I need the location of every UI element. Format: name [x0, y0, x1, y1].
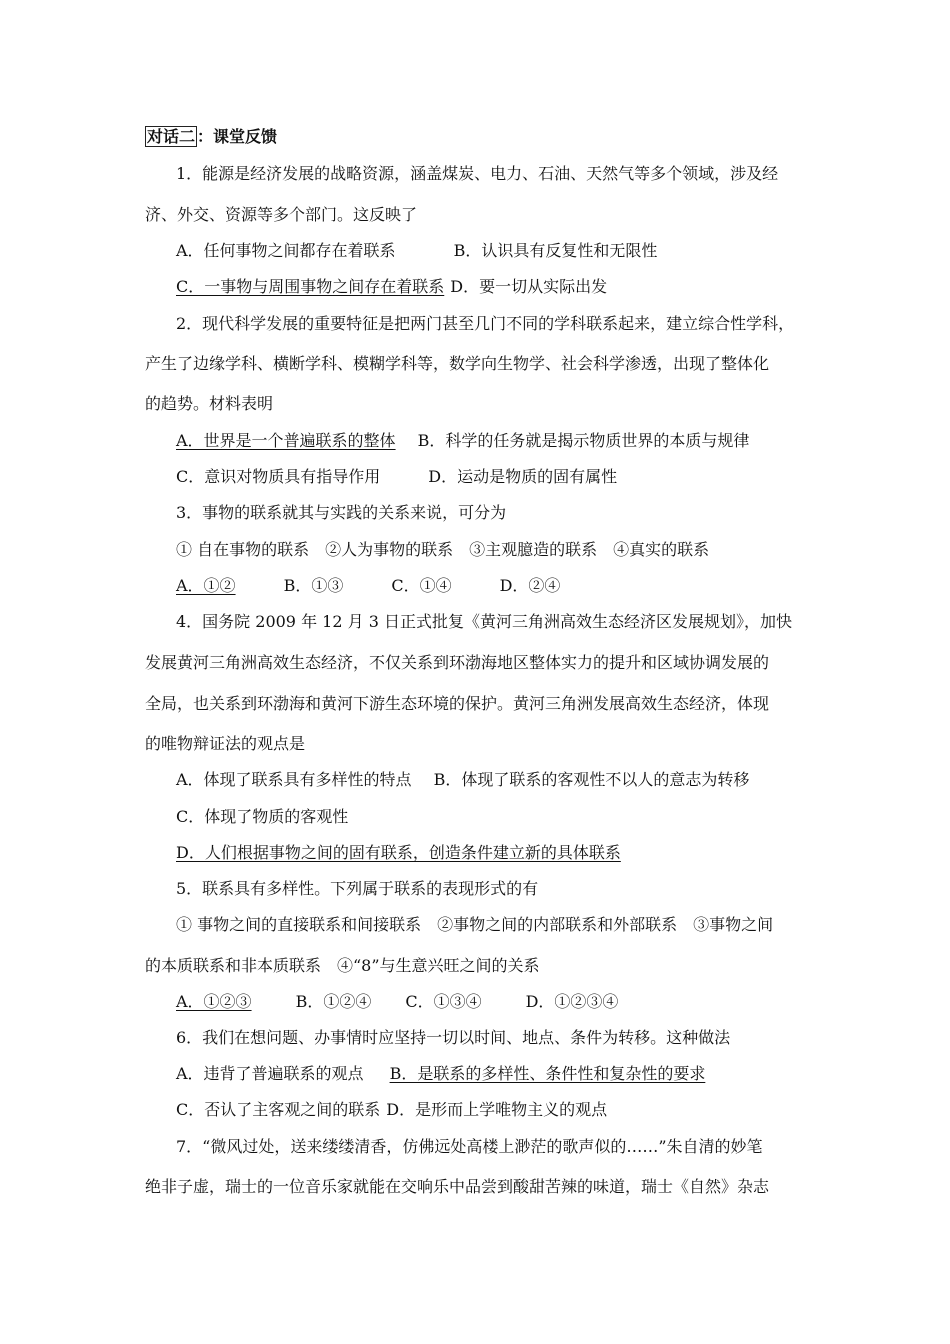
q3-option-a-answer: A．①②	[176, 576, 236, 595]
q1-option-b: B．认识具有反复性和无限性	[453, 241, 658, 260]
q3-options	[176, 576, 560, 596]
q6-stem: 6．我们在想问题、办事情时应坚持一切以时间、地点、条件为转移。这种做法	[176, 1028, 731, 1047]
q6-options-ab	[176, 1064, 705, 1084]
q4-stem-line2: 发展黄河三角洲高效生态经济，不仅关系到环渤海地区整体实力的提升和区域协调发展的	[145, 653, 770, 672]
q6-option-b-answer: B．是联系的多样性、条件性和复杂性的要求	[389, 1064, 706, 1083]
q2-stem-line3: 的趋势。材料表明	[145, 394, 274, 413]
q3-option-b: B．①③	[283, 576, 344, 595]
q6-option-d: D．是形而上学唯物主义的观点	[386, 1100, 608, 1119]
q5-option-b: B．①②④	[295, 992, 372, 1011]
q2-option-c: C．意识对物质具有指导作用	[176, 467, 381, 486]
q2-option-b: B．科学的任务就是揭示物质世界的本质与规律	[417, 431, 750, 450]
q2-stem-line2: 产生了边缘学科、横断学科、模糊学科等，数学向生物学、社会科学渗透，出现了整体化	[145, 354, 770, 373]
q4-stem-line3: 全局，也关系到环渤海和黄河下游生态环境的保护。黄河三角洲发展高效生态经济，体现	[145, 694, 770, 713]
section-heading-boxed: 对话二	[147, 127, 196, 146]
q2-options-cd	[176, 467, 617, 487]
section-heading	[145, 127, 277, 147]
q1-options-ab	[176, 241, 657, 261]
q2-stem-line1: 2．现代科学发展的重要特征是把两门甚至几门不同的学科联系起来，建立综合性学科，	[176, 314, 795, 333]
q5-option-c: C．①③④	[405, 992, 482, 1011]
q4-option-b: B．体现了联系的客观性不以人的意志为转移	[433, 770, 750, 789]
q1-option-a: A．任何事物之间都存在着联系	[176, 241, 396, 260]
q3-option-c: C．①④	[391, 576, 452, 595]
q7-stem-line1: 7．“微风过处，送来缕缕清香，仿佛远处高楼上渺茫的歌声似的……”朱自清的妙笔	[176, 1137, 763, 1156]
q1-option-c-answer: C．一事物与周围事物之间存在着联系	[176, 277, 445, 296]
q4-options-ab	[176, 770, 749, 790]
q4-option-c: C．体现了物质的客观性	[176, 807, 349, 826]
q5-option-a-answer: A．①②③	[176, 992, 252, 1011]
q5-items-line1: ① 事物之间的直接联系和间接联系 ②事物之间的内部联系和外部联系 ③事物之间	[176, 915, 774, 934]
q4-option-d-text: D．人们根据事物之间的固有联系，创造条件建立新的具体联系	[176, 843, 621, 862]
q1-options-cd	[176, 277, 607, 297]
q3-stem: 3．事物的联系就其与实践的关系来说，可分为	[176, 503, 507, 522]
q5-option-d: D．①②③④	[525, 992, 619, 1011]
q7-stem-line2: 绝非子虚，瑞士的一位音乐家就能在交响乐中品尝到酸甜苦辣的味道，瑞士《自然》杂志	[145, 1177, 770, 1196]
q6-option-a: A．违背了普遍联系的观点	[176, 1064, 364, 1083]
q1-stem-line2: 济、外交、资源等多个部门。这反映了	[145, 205, 418, 224]
section-heading-rest: ：课堂反馈	[197, 127, 278, 146]
q1-option-d: D．要一切从实际出发	[450, 277, 608, 296]
q3-option-d: D．②④	[499, 576, 561, 595]
q6-options-cd	[176, 1100, 607, 1120]
q2-options-ab	[176, 431, 749, 451]
q5-options	[176, 992, 618, 1012]
q4-stem-line4: 的唯物辩证法的观点是	[145, 734, 306, 753]
q5-stem-line1: 5．联系具有多样性。下列属于联系的表现形式的有	[176, 879, 539, 898]
q5-items-line2: 的本质联系和非本质联系 ④“8”与生意兴旺之间的关系	[145, 956, 540, 975]
q6-option-c: C．否认了主客观之间的联系	[176, 1100, 381, 1119]
q4-option-d-answer	[176, 843, 621, 863]
q1-stem-line1: 1．能源是经济发展的战略资源，涵盖煤炭、电力、石油、天然气等多个领域，涉及经	[176, 164, 779, 183]
q2-option-a-answer: A．世界是一个普遍联系的整体	[176, 431, 396, 450]
q4-option-a: A．体现了联系具有多样性的特点	[176, 770, 412, 789]
q2-option-d: D．运动是物质的固有属性	[428, 467, 618, 486]
q4-stem-line1: 4．国务院 2009 年 12 月 3 日正式批复《黄河三角洲高效生态经济区发展规划》，加快	[176, 612, 792, 631]
q3-items: ① 自在事物的联系 ②人为事物的联系 ③主观臆造的联系 ④真实的联系	[176, 540, 710, 559]
